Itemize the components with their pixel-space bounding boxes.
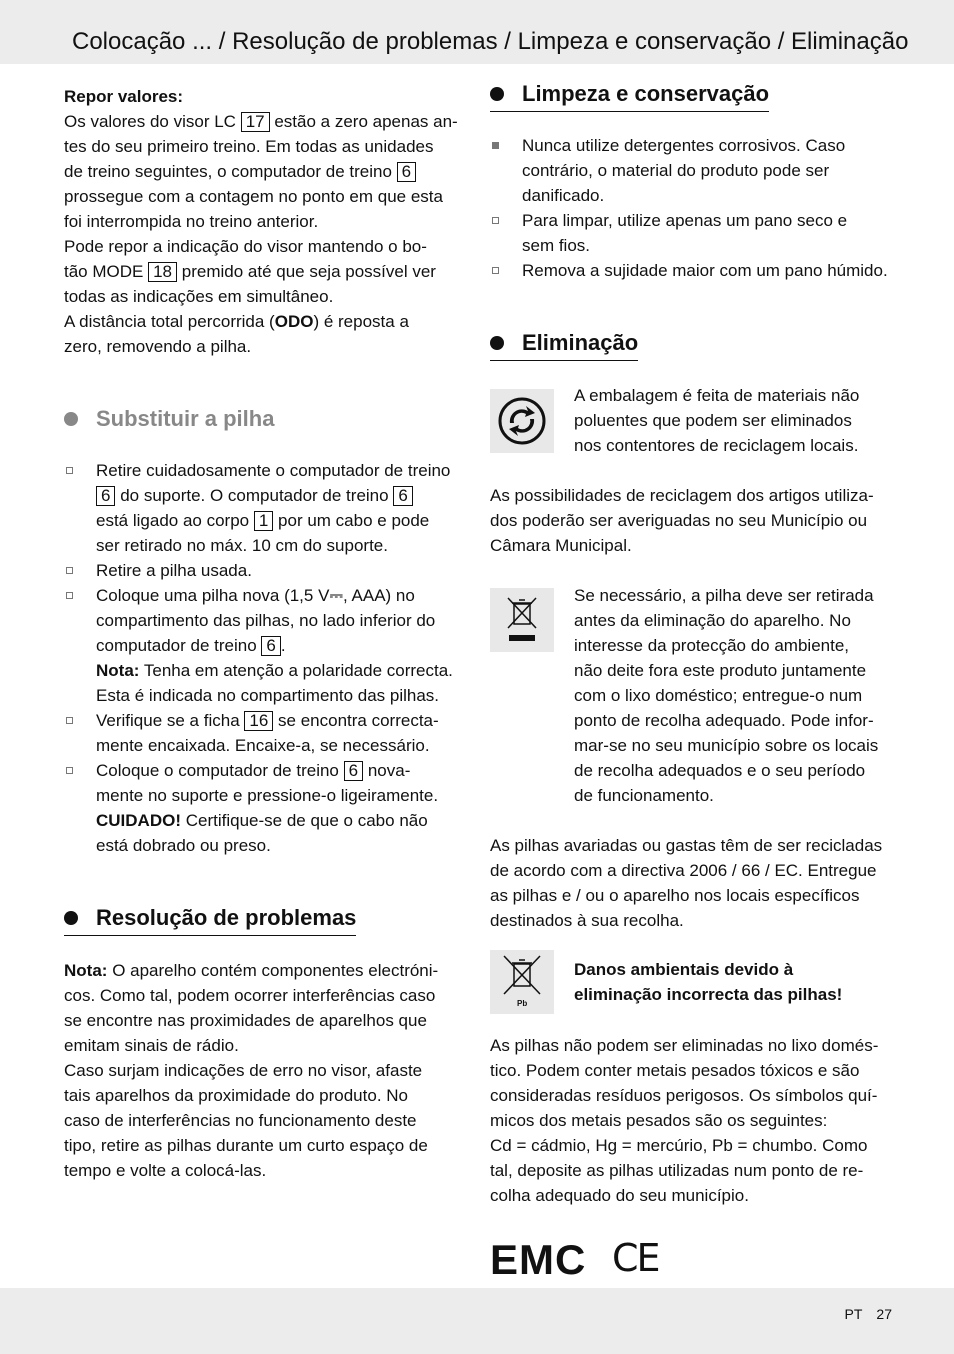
odo-label: ODO <box>274 312 314 331</box>
disposal-heading <box>490 329 638 361</box>
clean-section <box>490 80 890 112</box>
text: ser retirado no máx. 10 cm do suporte. <box>96 536 388 555</box>
text: Esta é indicada no compartimento das pilhas. <box>96 686 440 705</box>
green-dot-recycle-icon <box>490 389 554 453</box>
weee-text <box>574 583 904 808</box>
paragraph <box>574 383 894 458</box>
heavy-metals-text <box>490 1033 910 1208</box>
trouble-paragraph <box>64 958 464 1183</box>
text: prossegue com a contagem no ponto em que esta <box>64 187 443 206</box>
heading-text: Substituir a pilha <box>96 406 275 431</box>
battery-heading <box>64 405 464 433</box>
text: de funcionamento. <box>574 786 714 805</box>
text: de treino seguintes, o computador de treino <box>64 162 392 181</box>
page-num: 27 <box>876 1306 892 1322</box>
text: O aparelho contém componentes electróni- <box>112 961 439 980</box>
text: . <box>280 636 286 655</box>
page-footer <box>0 1288 954 1354</box>
square-bullet-icon <box>66 717 73 724</box>
trouble-text <box>64 958 464 1183</box>
ref-box-17: 17 <box>241 112 270 132</box>
ref-box-6: 6 <box>397 162 416 182</box>
text: micos dos metais pesados são os seguintes: <box>490 1111 828 1130</box>
packaging-text <box>574 383 894 458</box>
text: destinados à sua recolha. <box>490 911 684 930</box>
text: do suporte. O computador de treino <box>120 486 389 505</box>
text: interesse da protecção do ambiente, <box>574 636 850 655</box>
text: caso de interferências no funcionamento deste <box>64 1111 417 1130</box>
text: consideradas resíduos perigosos. Os símbolos quí- <box>490 1086 878 1105</box>
text: tico. Podem conter metais pesados tóxicos e são <box>490 1061 860 1080</box>
square-bullet-icon <box>66 767 73 774</box>
paragraph <box>490 1033 910 1208</box>
reset-heading: Repor valores: <box>64 87 184 106</box>
text: Coloque uma pilha nova (1,5 V <box>96 586 330 605</box>
text: eliminação incorrecta das pilhas! <box>574 985 843 1004</box>
text: mar-se no seu município sobre os locais <box>574 736 879 755</box>
bullet-dot <box>64 412 78 426</box>
text: A distância total percorrida ( <box>64 312 275 331</box>
ref-box-6: 6 <box>393 486 412 506</box>
text: As pilhas não podem ser eliminadas no lixo domés- <box>490 1036 879 1055</box>
page-number <box>845 1306 892 1322</box>
text: antes da eliminação do aparelho. No <box>574 611 851 630</box>
crossed-bin-icon <box>490 588 554 652</box>
language-code: PT <box>844 1306 863 1322</box>
pb-label: Pb <box>517 999 528 1008</box>
battery-warning <box>574 957 904 1007</box>
text: Danos ambientais devido à <box>574 960 794 979</box>
bullet-dot <box>64 911 78 925</box>
clean-heading <box>490 80 769 112</box>
list-item <box>490 258 900 283</box>
text: nova- <box>367 761 411 780</box>
ce-mark: CE <box>612 1236 659 1280</box>
text: ) é reposta a <box>313 312 409 331</box>
text: as pilhas e / ou o aparelho nos locais específicos <box>490 886 860 905</box>
text: cos. Como tal, podem ocorrer interferências caso <box>64 986 436 1005</box>
paragraph <box>574 957 904 1007</box>
reset-section <box>64 84 464 359</box>
text: Pode repor a indicação do visor mantendo o bo- <box>64 237 427 256</box>
list-item <box>64 583 466 708</box>
trouble-heading <box>64 904 356 936</box>
page-header <box>0 0 954 64</box>
text: ponto de recolha adequado. Pode infor- <box>574 711 874 730</box>
text: não deite fora este produto juntamente <box>574 661 867 680</box>
reset-text <box>64 109 464 359</box>
square-bullet-icon <box>66 467 73 474</box>
battery-section <box>64 405 464 433</box>
text: Retire a pilha usada. <box>96 561 252 580</box>
text: Verifique se a ficha <box>96 711 240 730</box>
square-bullet-icon <box>492 217 499 224</box>
list-item <box>490 133 900 208</box>
text: Remova a sujidade maior com um pano húmido. <box>522 261 888 280</box>
text: Os valores do visor LC <box>64 112 236 131</box>
square-bullet-icon <box>66 592 73 599</box>
battery-steps <box>64 458 466 858</box>
text: estão a zero apenas an- <box>274 112 458 131</box>
list-item <box>64 758 466 858</box>
text: zero, removendo a pilha. <box>64 337 252 356</box>
text: de recolha adequados e o seu período <box>574 761 866 780</box>
text: contrário, o material do produto pode ser <box>522 161 830 180</box>
text: A embalagem é feita de materiais não <box>574 386 860 405</box>
text: compartimento das pilhas, no lado inferior do <box>96 611 436 630</box>
text: nos contentores de reciclagem locais. <box>574 436 859 455</box>
text: Nunca utilize detergentes corrosivos. Caso <box>522 136 846 155</box>
text: tempo e volte a colocá-las. <box>64 1161 267 1180</box>
battery-list-wrap <box>64 458 466 858</box>
ref-box-6: 6 <box>261 636 280 656</box>
clean-steps <box>490 133 900 283</box>
note-label: Nota: <box>64 961 108 980</box>
ref-box-16: 16 <box>244 711 273 731</box>
heading-text: Resolução de problemas <box>96 905 357 930</box>
filled-square-bullet-icon <box>492 142 499 149</box>
square-bullet-icon <box>66 567 73 574</box>
text: computador de treino <box>96 636 257 655</box>
text: emitam sinais de rádio. <box>64 1036 239 1055</box>
text: Caso surjam indicações de erro no visor, afaste <box>64 1061 423 1080</box>
text: tipo, retire as pilhas durante um curto espaço de <box>64 1136 428 1155</box>
disposal-section <box>490 329 890 361</box>
list-item <box>490 208 900 258</box>
text: Para limpar, utilize apenas um pano seco e <box>522 211 848 230</box>
emc-mark: EMC <box>490 1236 587 1283</box>
heading-text: Limpeza e conservação <box>522 81 770 106</box>
text: Retire cuidadosamente o computador de treino <box>96 461 451 480</box>
text: dos poderão ser averiguadas no seu Município ou <box>490 511 868 530</box>
text: As pilhas avariadas ou gastas têm de ser recicladas <box>490 836 883 855</box>
battery-bin-pb-icon <box>490 950 554 1014</box>
note-label: Nota: <box>96 661 140 680</box>
text: poluentes que podem ser eliminados <box>574 411 852 430</box>
clean-list-wrap <box>490 133 900 283</box>
text: premido até que seja possível ver <box>181 262 436 281</box>
text: , AAA) no <box>343 586 415 605</box>
text: As possibilidades de reciclagem dos artigos utiliza- <box>490 486 874 505</box>
ref-box-6: 6 <box>344 761 363 781</box>
ref-box-18: 18 <box>148 262 177 282</box>
text: Certifique-se de que o cabo não <box>185 811 428 830</box>
text: com o lixo doméstico; entregue-o num <box>574 686 863 705</box>
battery-directive-text <box>490 833 910 933</box>
text: Câmara Municipal. <box>490 536 632 555</box>
text: colha adequado do seu município. <box>490 1186 749 1205</box>
text: sem fios. <box>522 236 591 255</box>
text: tal, deposite as pilhas utilizadas num ponto de re- <box>490 1161 864 1180</box>
ref-box-1: 1 <box>254 511 273 531</box>
text: por um cabo e pode <box>278 511 430 530</box>
bullet-dot <box>490 336 504 350</box>
text: está ligado ao corpo <box>96 511 250 530</box>
trouble-section <box>64 904 464 936</box>
list-item <box>64 708 466 758</box>
text: de acordo com a directiva 2006 / 66 / EC. Entregue <box>490 861 877 880</box>
text: está dobrado ou preso. <box>96 836 271 855</box>
page-title: Colocação ... / Resolução de problemas / Limpeza e conservação / Eliminação <box>72 28 909 55</box>
list-item <box>64 458 466 558</box>
text: mente encaixada. Encaixe-a, se necessário. <box>96 736 430 755</box>
list-item <box>64 558 466 583</box>
paragraph <box>490 483 900 558</box>
text: Cd = cádmio, Hg = mercúrio, Pb = chumbo. Como <box>490 1136 868 1155</box>
text: tes do seu primeiro treino. Em todas as unidades <box>64 137 434 156</box>
text: se encontra correcta- <box>278 711 439 730</box>
ref-box-6: 6 <box>96 486 115 506</box>
text: todas as indicações em simultâneo. <box>64 287 334 306</box>
text: Coloque o computador de treino <box>96 761 339 780</box>
dc-symbol: ⎓ <box>329 586 344 605</box>
bullet-dot <box>490 87 504 101</box>
text: Se necessário, a pilha deve ser retirada <box>574 586 874 605</box>
heading-text: Eliminação <box>522 330 639 355</box>
recycling-text <box>490 483 900 558</box>
text: tão MODE <box>64 262 144 281</box>
paragraph <box>574 583 904 808</box>
text: se encontre nas proximidades de aparelhos que <box>64 1011 427 1030</box>
square-bullet-icon <box>492 267 499 274</box>
text: danificado. <box>522 186 605 205</box>
paragraph <box>490 833 910 933</box>
text: tais aparelhos da proximidade do produto. No <box>64 1086 408 1105</box>
text: foi interrompida no treino anterior. <box>64 212 319 231</box>
text: mente no suporte e pressione-o ligeiramente. <box>96 786 439 805</box>
caution-label: CUIDADO! <box>96 811 181 830</box>
text: Tenha em atenção a polaridade correcta. <box>143 661 453 680</box>
left-column <box>64 84 464 359</box>
